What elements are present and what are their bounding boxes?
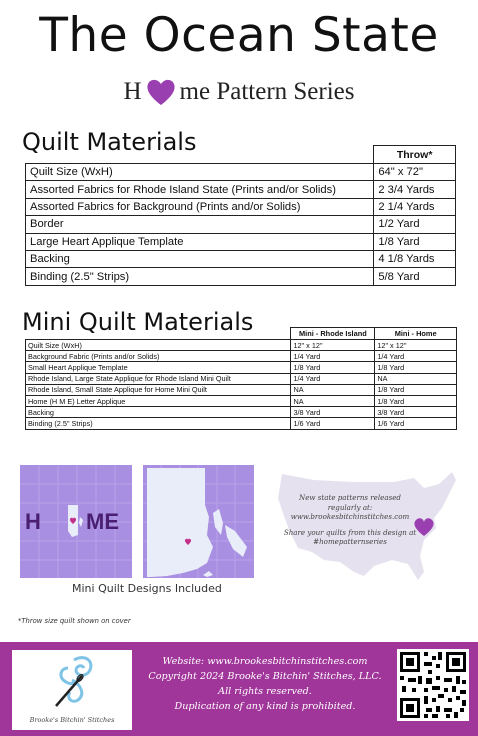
promo-hashtag: #homepatternseries	[313, 537, 387, 546]
promo-line: Share your quilts from this design at	[283, 527, 417, 537]
mini-ri-header: Mini - Rhode Island	[291, 328, 375, 340]
logo-name: Brooke's Bitchin' Stitches	[29, 716, 115, 724]
mini-home-header: Mini - Home	[375, 328, 457, 340]
page-title: The Ocean State	[39, 8, 439, 63]
table-row: Small Heart Applique Template 1/8 Yard 1/8 Yard	[26, 362, 457, 373]
designs-caption: Mini Quilt Designs Included	[72, 582, 222, 595]
footer-duplication: Duplication of any kind is prohibited.	[174, 701, 356, 712]
table-row: Home (H M E) Letter Applique NA 1/8 Yard	[26, 395, 457, 406]
table-row: Backing 4 1/8 Yards	[26, 250, 456, 267]
footer-copyright: Copyright 2024 Brooke's Bitchin' Stitches, LLC.	[148, 671, 382, 682]
table-row: Rhode Island, Small State Applique for Home Mini Quilt NA 1/8 Yard	[26, 384, 457, 395]
table-row: Border 1/2 Yard	[26, 216, 456, 233]
table-row: Quilt Size (WxH) 64" x 72"	[26, 164, 456, 181]
promo-line: New state patterns released	[299, 493, 401, 502]
table-row: Binding (2.5" Strips) 5/8 Yard	[26, 268, 456, 285]
needle-thread-icon	[12, 650, 132, 712]
throw-size-note: *Throw size quilt shown on cover	[18, 617, 131, 625]
qr-code-icon	[397, 649, 469, 721]
series-rest: me Pattern Series	[179, 78, 355, 105]
mini-materials-title: Mini Quilt Materials	[22, 308, 254, 336]
rhode-island-mini-design	[143, 465, 254, 578]
heart-icon	[145, 77, 177, 107]
table-row: Binding (2.5" Strips) 1/6 Yard 1/6 Yard	[26, 418, 457, 429]
table-row: Large Heart Applique Template 1/8 Yard	[26, 233, 456, 250]
footer-rights: All rights reserved.	[218, 686, 312, 697]
table-row: Quilt Size (WxH) 12" x 12" 12" x 12"	[26, 340, 457, 351]
throw-header: Throw*	[374, 146, 456, 164]
rhode-island-large-shape	[143, 465, 254, 578]
home-mini-design	[20, 465, 132, 578]
table-row: Rhode Island, Large State Applique for Rhode Island Mini Quilt 1/4 Yard NA	[26, 373, 457, 384]
quilt-materials-table	[25, 145, 456, 286]
home-letters-me: ME	[86, 509, 119, 534]
footer-banner	[0, 642, 478, 736]
footer-info	[145, 654, 385, 714]
promo-text	[282, 493, 418, 547]
qr-code[interactable]	[397, 649, 469, 721]
home-letter-h: H	[25, 509, 41, 534]
table-row: Backing 3/8 Yard 3/8 Yard	[26, 407, 457, 418]
series-subtitle	[0, 77, 478, 107]
promo-website-link[interactable]: www.brookesbitchinstitches.com	[290, 512, 410, 521]
mini-materials-table	[25, 327, 457, 430]
quilt-materials-title: Quilt Materials	[22, 128, 197, 156]
table-row: Background Fabric (Prints and/or Solids) 1/4 Yard 1/4 Yard	[26, 351, 457, 362]
footer-website-link[interactable]: Website: www.brookesbitchinstitches.com	[162, 656, 368, 667]
table-row: Assorted Fabrics for Background (Prints and/or Solids) 2 1/4 Yards	[26, 198, 456, 215]
table-row: Assorted Fabrics for Rhode Island State (Prints and/or Solids) 2 3/4 Yards	[26, 181, 456, 198]
series-letter-h: H	[123, 78, 142, 105]
brand-logo	[12, 650, 132, 730]
promo-line: regularly at:	[327, 502, 373, 512]
